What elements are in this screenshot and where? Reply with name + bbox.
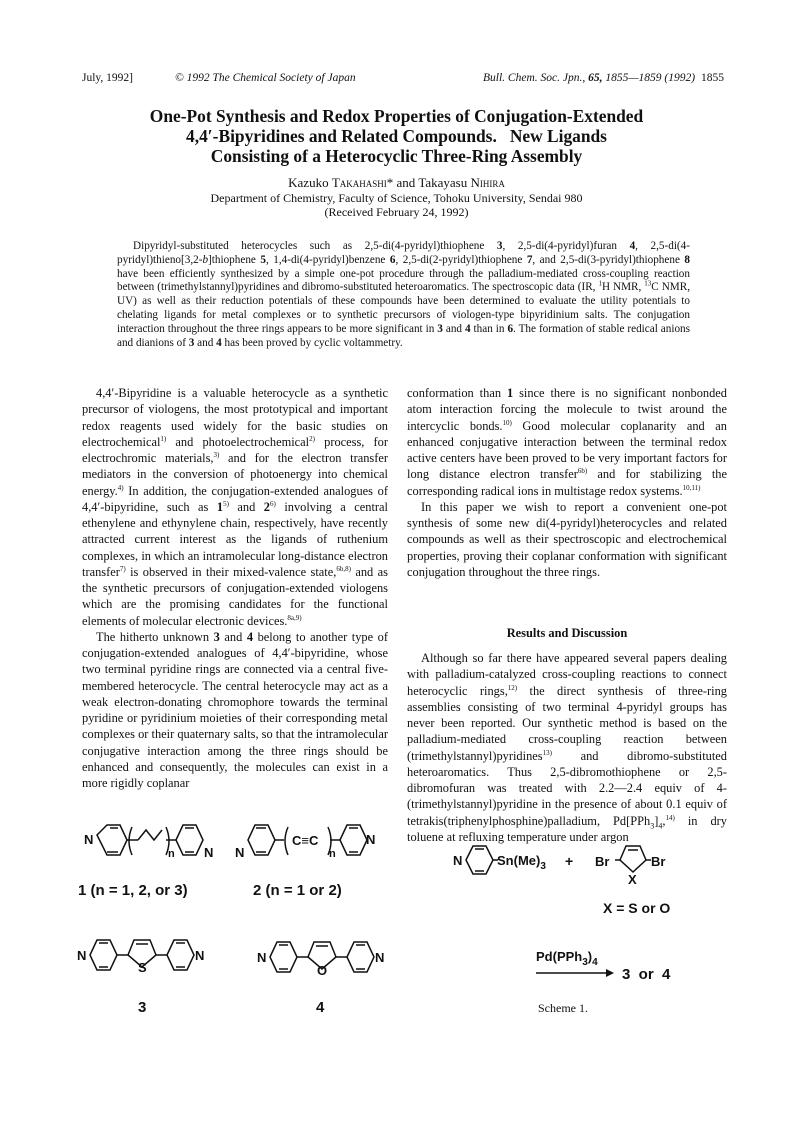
ref-sup: 10,11) bbox=[682, 483, 701, 492]
n-atom: N bbox=[77, 948, 87, 963]
ref-sup: 5) bbox=[223, 499, 229, 508]
compound-ref: 2 bbox=[263, 499, 270, 514]
abstract-text: and bbox=[442, 322, 465, 335]
paragraph bbox=[82, 385, 388, 629]
abstract-text: , 1,4-di(4-pyridyl)benzene bbox=[265, 253, 390, 266]
isotope-sup: 1 bbox=[598, 279, 602, 288]
dibromo-heterocycle-drawing bbox=[595, 846, 665, 887]
header-copyright bbox=[175, 72, 356, 84]
body-text: process, for electrochromic materials, bbox=[82, 434, 388, 465]
structure-4-drawing bbox=[257, 942, 384, 978]
header-date: July, 1992] bbox=[82, 72, 134, 84]
compound-ref: 1 bbox=[506, 386, 514, 400]
received-date: (Received February 24, 1992) bbox=[324, 205, 469, 219]
body-text: and photoelectrochemical bbox=[166, 434, 310, 449]
compound-ref: 4 bbox=[629, 240, 636, 252]
structure-1-label: 1 (n = 1, 2, or 3) bbox=[78, 882, 188, 899]
plus-sign: + bbox=[565, 853, 574, 869]
author2-first: and Takayasu bbox=[393, 175, 471, 190]
ref-sup: 6b) bbox=[577, 467, 588, 476]
n-subscript: n bbox=[329, 848, 336, 860]
n-atom: N bbox=[84, 832, 94, 847]
x-atom: X bbox=[628, 872, 637, 887]
paragraph bbox=[407, 385, 727, 499]
abstract-text: , 2,5-di(4-pyridyl)furan bbox=[502, 240, 630, 252]
body-text: and for stabilizing the corresponding radical ions in multistage redox systems. bbox=[407, 467, 727, 498]
abstract-text: H NMR, bbox=[601, 281, 645, 294]
abstract-text: , 2,5-di(4-pyridyl)thieno[3,2- bbox=[117, 240, 690, 266]
body-text: In addition, the conjugation-extended analogues of 4,4′-bipyridine, such as bbox=[82, 483, 388, 514]
body-text: is observed in their mixed-valence state, bbox=[125, 564, 337, 579]
author1-last: Takahashi bbox=[331, 175, 387, 190]
journal-pages: 1855—1859 (1992) bbox=[605, 72, 696, 84]
o-atom: O bbox=[317, 963, 328, 978]
abstract-text: . The formation of stable redical anions and dianions of bbox=[117, 322, 690, 349]
body-text: The hitherto unknown bbox=[96, 629, 214, 644]
n-atom: N bbox=[366, 832, 376, 847]
compound-ref: 4 bbox=[246, 629, 254, 644]
n-atom: N bbox=[204, 845, 214, 860]
compound-ref: 6 bbox=[507, 322, 514, 335]
abstract-text: , 2,5-di(2-pyridyl)thiophene bbox=[395, 253, 527, 266]
body-text: and bbox=[228, 499, 264, 514]
corresponding-mark: * bbox=[386, 175, 394, 190]
compound-ref: 4 bbox=[464, 322, 471, 335]
n-atom: N bbox=[235, 845, 245, 860]
stannyl-sub: 3 bbox=[540, 861, 546, 872]
ref-sup: 6b,8) bbox=[336, 564, 351, 573]
stannyl-text: Sn(Me) bbox=[497, 853, 541, 868]
stannylpyridine-drawing bbox=[453, 846, 546, 874]
catalyst-text: Pd(PPh bbox=[536, 949, 583, 964]
ref-sup: 6) bbox=[269, 499, 276, 508]
left-column bbox=[82, 385, 388, 791]
structure-3-label: 3 bbox=[138, 999, 147, 1016]
br-atom: Br bbox=[651, 854, 666, 869]
triple-bond: C≡C bbox=[292, 833, 319, 848]
abstract-text: C NMR, UV) as well as their reduction potentials of these compounds have been determined to evaluate the utility potentials to chelating ligands for metal complexes or to synthetic precursors of viologen-type bipyridinium salts. The conjugation interaction throughout the three rings appears to be more significant in bbox=[117, 281, 690, 335]
body-text: Good molecular coplanarity and an enhanced conjugative interaction between the terminal redox active centers have been proved to be very important factors for long distance electron transfer bbox=[407, 418, 727, 482]
ref-sup: 8a,9) bbox=[287, 613, 302, 622]
body-text: belong to another type of conjugation-extended analogues of 4,4′-bipyridine, whose two terminal pyridine rings are connected via a central five-membered heterocycle. The central heterocycle may act as a weak electron-donating chromophore towards the terminal pyridine or pyridinium moieties of their corresponding metal complexes or their quaternary salts, so that the intramolecular conjugative interaction among the three rings should be enhanced and consequently, the molecules can exist in a more rigidly coplanar bbox=[82, 629, 388, 790]
body-text: and for the electron transfer mediators in the conversion of photoenergy into chemical energy. bbox=[82, 451, 388, 498]
ref-sup: 12) bbox=[507, 683, 518, 692]
journal-volume: 65, bbox=[588, 72, 603, 84]
paragraph bbox=[407, 650, 727, 845]
br-atom: Br bbox=[595, 854, 610, 869]
scheme-1-figure bbox=[440, 838, 710, 1018]
body-text: the direct synthesis of three-ring assemblies consisting of two terminal 4-pyridyl groups has never been reported. Our synthetic method is based on the palladium-mediated cross-coupling reaction between (trimethylstannyl)pyridines bbox=[407, 683, 727, 763]
structure-2-drawing bbox=[235, 825, 375, 860]
page-number: 1855 bbox=[701, 72, 724, 84]
compound-ref: 3 bbox=[213, 629, 220, 644]
body-text: since there is no significant nonbonded atom interaction forcing the molecule to twist around the intercyclic bonds. bbox=[407, 386, 727, 433]
compound-ref: 1 bbox=[216, 499, 224, 514]
article-title bbox=[80, 106, 713, 166]
body-text: involving a central ethenylene and ethynylene chain, respectively, have recently attracted current interest as the ligands of ruthenium complexes, in which an intramolecular long-distance electron transfer bbox=[82, 499, 388, 579]
body-text: Although so far there have appeared several papers dealing with palladium-catalyzed cross-coupling reactions to connect heterocyclic rings, bbox=[407, 651, 727, 698]
structure-2-label: 2 (n = 1 or 2) bbox=[253, 882, 342, 899]
compound-ref: 6 bbox=[389, 253, 396, 266]
ref-sup: 3) bbox=[213, 450, 220, 459]
title-line-2: 4,4′-Bipyridines and Related Compounds. New Ligands bbox=[186, 126, 607, 146]
compound-ref: 3 bbox=[188, 336, 195, 349]
n-atom: N bbox=[375, 950, 385, 965]
catalyst-sub: 3 bbox=[582, 957, 588, 968]
ref-sup: 14) bbox=[665, 813, 675, 822]
abstract bbox=[117, 240, 690, 350]
abstract-text: and bbox=[194, 336, 217, 349]
n-atom: N bbox=[257, 950, 267, 965]
n-atom: N bbox=[453, 853, 463, 868]
subscript: 3 bbox=[650, 820, 655, 830]
department: Department of Chemistry, Faculty of Science, Tohoku University, Sendai 980 bbox=[210, 191, 583, 205]
ref-sup: 13) bbox=[542, 748, 552, 757]
stannyl-group bbox=[497, 853, 546, 872]
compound-ref: 3 bbox=[496, 240, 503, 252]
abstract-text: , and 2,5-di(3-pyridyl)thiophene bbox=[532, 253, 685, 266]
compound-ref: 3 bbox=[437, 322, 443, 335]
author-list bbox=[80, 175, 713, 191]
abstract-text: has been proved by cyclic voltammetry. bbox=[221, 336, 403, 349]
journal-name: Bull. Chem. Soc. Jpn., bbox=[483, 72, 586, 84]
ref-sup: 10) bbox=[502, 418, 512, 427]
body-text: , bbox=[662, 813, 666, 828]
author1-first: Kazuko bbox=[288, 175, 332, 190]
abstract-text: have been efficiently synthesized by a simple one-pot procedure through the palladium-mediated cross-coupling reaction between (trimethylstannyl)pyridines and dibromo-substituted heteroaromatics. The spectroscopic data (IR, bbox=[117, 267, 690, 294]
copyright-text: © 1992 The Chemical Society of Japan bbox=[175, 72, 356, 84]
title-line-3: Consisting of a Heterocyclic Three-Ring Assembly bbox=[210, 146, 583, 166]
isotope-sup: 13 bbox=[644, 279, 652, 288]
abstract-text: Dipyridyl-substituted heterocycles such as 2,5-di(4-pyridyl)thiophene bbox=[133, 240, 497, 252]
body-text: ] bbox=[654, 813, 659, 828]
product-label: 3 or 4 bbox=[622, 966, 671, 983]
right-column-top bbox=[407, 385, 727, 580]
structure-4-label: 4 bbox=[316, 999, 325, 1016]
subscript: 4 bbox=[658, 820, 663, 830]
compound-ref: 4 bbox=[216, 336, 222, 349]
scheme-caption: Scheme 1. bbox=[538, 1001, 588, 1015]
catalyst-close: ) bbox=[587, 949, 593, 964]
body-text: and dibromo-substituted heteroaromatics. Thus 2,5-dibromothiophene or 2,5-dibromofuran was treated with 2.2—2.4 equiv of 4-(trimethylstannyl)pyridine in the presence of about 0.1 equiv of tetrakis(triphenylphosphine)palladium, Pd[PPh bbox=[407, 748, 727, 828]
ref-sup: 7) bbox=[119, 564, 126, 573]
body-text: in dry toluene at refluxing temperature under argon bbox=[407, 813, 727, 844]
abstract-text: ]thiophene bbox=[208, 253, 261, 266]
catalyst-label bbox=[536, 949, 598, 968]
body-text: and bbox=[219, 629, 247, 644]
abstract-italic: b bbox=[202, 253, 209, 266]
paragraph bbox=[82, 629, 388, 792]
structure-3-drawing bbox=[77, 940, 204, 975]
author2-last: Nihira bbox=[470, 175, 505, 190]
structure-1-drawing bbox=[84, 825, 213, 860]
n-atom: N bbox=[195, 948, 205, 963]
ref-sup: 4) bbox=[117, 483, 124, 492]
section-heading: Results and Discussion bbox=[506, 626, 628, 640]
compound-ref: 7 bbox=[526, 253, 533, 266]
n-subscript: n bbox=[168, 848, 175, 860]
affiliation bbox=[80, 191, 713, 219]
catalyst-sub: 4 bbox=[592, 957, 598, 968]
body-text: and as the synthetic precursors of conjugation-extended viologens which are the promising candidates for the functional elements of molecular electronic devices. bbox=[82, 564, 388, 628]
body-text: 4,4′-Bipyridine is a valuable heterocycle as a synthetic precursor of viologens, the most prototypical and important redox reagents used widely for the basic studies on electrochemical bbox=[82, 386, 388, 449]
ref-sup: 1) bbox=[160, 434, 167, 443]
compound-ref: 8 bbox=[684, 253, 690, 266]
abstract-text: than in bbox=[470, 322, 508, 335]
structures-figure bbox=[60, 815, 400, 1020]
title-line-1: One-Pot Synthesis and Redox Properties of Conjugation-Extended bbox=[149, 106, 644, 126]
s-atom: S bbox=[138, 960, 147, 975]
arrow-head bbox=[606, 969, 614, 977]
paragraph: In this paper we wish to report a convenient one-pot synthesis of some new di(4-pyridyl)heterocycles and related compounds as well as their spectroscopic and electrochemical properties, proving their coplanar conformation with significant conjugation throughout the three rings. bbox=[407, 499, 727, 579]
header-journal bbox=[483, 72, 695, 84]
right-column-bottom bbox=[407, 650, 727, 845]
ref-sup: 2) bbox=[309, 434, 315, 443]
x-definition: X = S or O bbox=[603, 900, 671, 916]
compound-ref: 5 bbox=[260, 253, 266, 266]
body-text: conformation than bbox=[407, 386, 507, 400]
